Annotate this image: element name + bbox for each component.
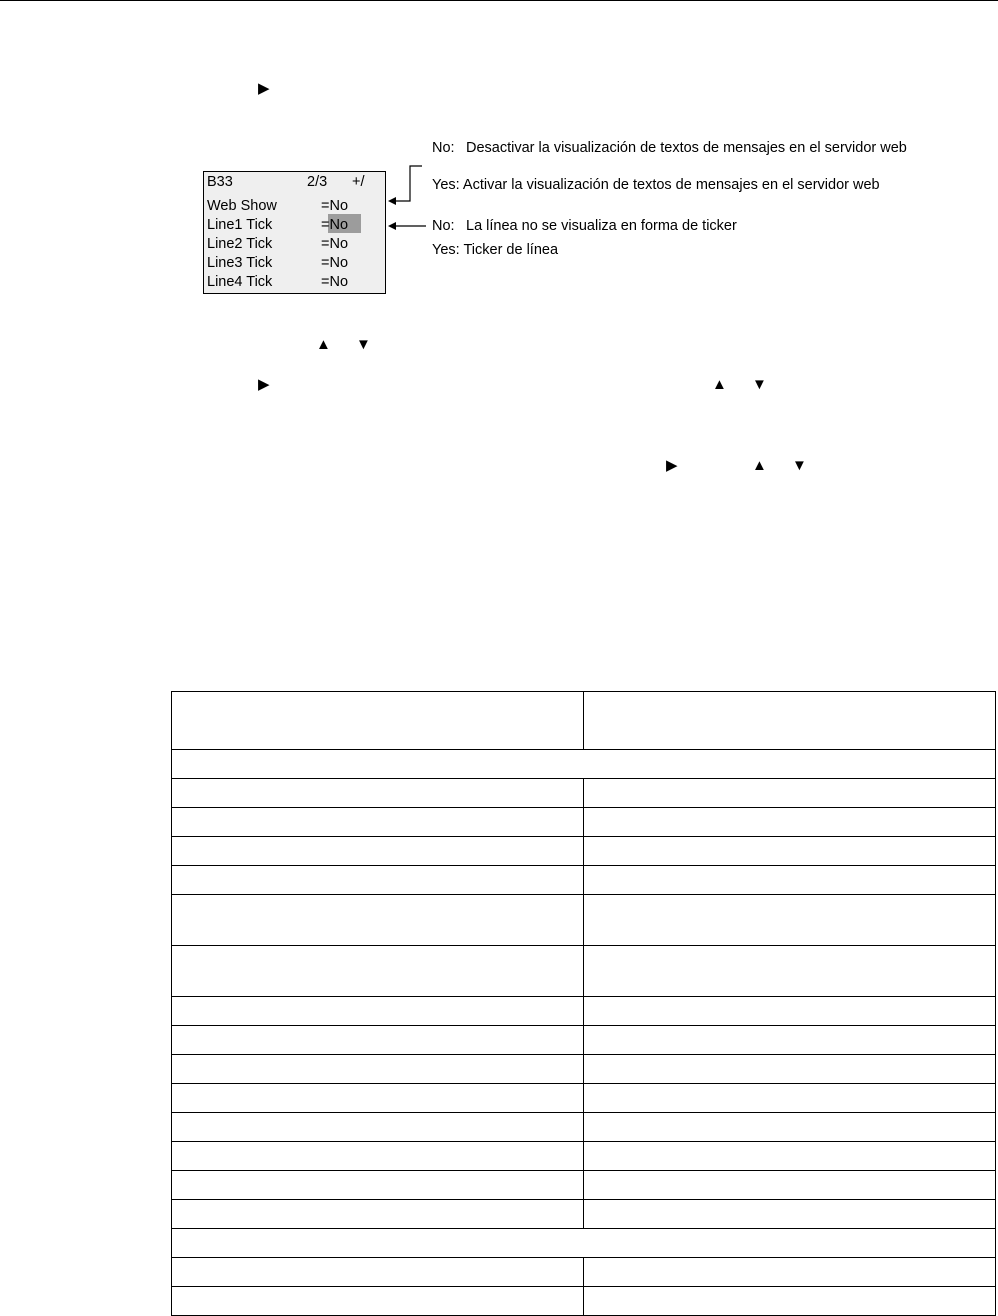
table-row — [172, 837, 996, 866]
table-cell — [172, 1200, 584, 1229]
arrow-down-icon: ▼ — [792, 457, 807, 474]
lcd-page-indicator: 2/3 — [307, 174, 328, 190]
table-cell — [172, 946, 584, 997]
lcd-row-line1 — [207, 216, 349, 235]
table-row — [172, 779, 996, 808]
annotation-key: No: — [432, 140, 455, 156]
table-cell — [584, 1200, 996, 1229]
table-cell — [172, 1287, 584, 1316]
table-row — [172, 997, 996, 1026]
table-row — [172, 946, 996, 997]
table-row — [172, 808, 996, 837]
table-row — [172, 1287, 996, 1316]
lcd-display — [203, 171, 386, 294]
table-cell — [584, 895, 996, 946]
table-cell — [172, 1084, 584, 1113]
table-cell — [172, 1142, 584, 1171]
lcd-sign-indicator: +/ — [352, 174, 365, 190]
annotation-key: Yes: — [432, 177, 460, 193]
table-cell — [584, 1113, 996, 1142]
table-cell — [584, 779, 996, 808]
table-row — [172, 1200, 996, 1229]
table-cell — [584, 837, 996, 866]
table-cell — [584, 1026, 996, 1055]
annotation-key: No: — [432, 218, 455, 234]
table-cell — [172, 692, 584, 750]
lcd-row-label: Line2 Tick — [207, 236, 273, 252]
table-cell — [584, 1258, 996, 1287]
table-cell — [584, 808, 996, 837]
annotation-key: Yes: — [432, 242, 460, 258]
lcd-row-value: =No — [321, 236, 349, 252]
annotation-text: Activar la visualización de textos de mensajes en el servidor web — [462, 177, 880, 193]
annotation-text: La línea no se visualiza en forma de ticker — [466, 218, 737, 234]
annotation-text: Desactivar la visualización de textos de mensajes en el servidor web — [466, 140, 907, 156]
lcd-block-name: B33 — [207, 174, 233, 190]
callout-line-web-show — [394, 166, 422, 201]
annotation-tick-no — [432, 218, 737, 235]
table-cell — [172, 1055, 584, 1084]
table-cell — [172, 1258, 584, 1287]
lcd-header-row — [207, 173, 383, 192]
lcd-row-label: Line3 Tick — [207, 255, 273, 271]
lcd-row-value: =No — [321, 198, 349, 214]
lcd-row-value: =No — [321, 217, 349, 233]
table-cell — [172, 779, 584, 808]
table-cell — [172, 1113, 584, 1142]
table-header-row — [172, 692, 996, 750]
table-cell — [172, 1229, 996, 1258]
arrow-up-icon: ▲ — [712, 376, 727, 393]
table-cell — [172, 837, 584, 866]
table-cell — [584, 1055, 996, 1084]
arrow-left-icon — [388, 197, 396, 205]
lcd-row-line2 — [207, 235, 349, 254]
table-cell — [172, 997, 584, 1026]
arrow-right-icon: ▶ — [258, 376, 270, 393]
table-row — [172, 866, 996, 895]
table-cell — [584, 1084, 996, 1113]
lcd-row-label: Line1 Tick — [207, 217, 273, 233]
arrow-left-icon — [388, 222, 396, 230]
table-row — [172, 1026, 996, 1055]
lcd-row-label: Line4 Tick — [207, 274, 273, 290]
lcd-row-line4 — [207, 273, 349, 292]
annotation-web-no — [432, 140, 907, 157]
table-row — [172, 1113, 996, 1142]
table-cell — [584, 946, 996, 997]
top-rule — [0, 0, 998, 1]
parameter-table — [171, 691, 996, 1316]
arrow-right-icon: ▶ — [666, 457, 678, 474]
table-cell — [584, 866, 996, 895]
arrow-up-icon: ▲ — [316, 336, 331, 353]
table-row — [172, 1171, 996, 1200]
arrow-down-icon: ▼ — [356, 336, 371, 353]
table-cell — [172, 1026, 584, 1055]
arrow-up-icon: ▲ — [752, 457, 767, 474]
table-cell — [172, 1171, 584, 1200]
arrow-down-icon: ▼ — [752, 376, 767, 393]
lcd-row-label: Web Show — [207, 198, 277, 214]
annotation-web-yes — [432, 177, 880, 194]
table-row — [172, 1142, 996, 1171]
table-section-row — [172, 1229, 996, 1258]
table-cell — [584, 1142, 996, 1171]
table-cell — [584, 692, 996, 750]
table-cell — [584, 1171, 996, 1200]
callout-arrows — [380, 160, 440, 240]
lcd-row-value: =No — [321, 255, 349, 271]
table-row — [172, 1084, 996, 1113]
table-row — [172, 1055, 996, 1084]
table-cell — [172, 750, 996, 779]
table-cell — [584, 997, 996, 1026]
annotation-tick-yes — [432, 242, 558, 259]
table-row — [172, 895, 996, 946]
table-row — [172, 1258, 996, 1287]
arrow-right-icon: ▶ — [258, 80, 270, 97]
lcd-row-line3 — [207, 254, 349, 273]
table-cell — [172, 895, 584, 946]
lcd-row-value: =No — [321, 274, 349, 290]
table-section-row — [172, 750, 996, 779]
annotation-text: Ticker de línea — [463, 242, 559, 258]
table-cell — [172, 866, 584, 895]
table-cell — [584, 1287, 996, 1316]
table-cell — [172, 808, 584, 837]
lcd-row-web-show — [207, 197, 349, 216]
